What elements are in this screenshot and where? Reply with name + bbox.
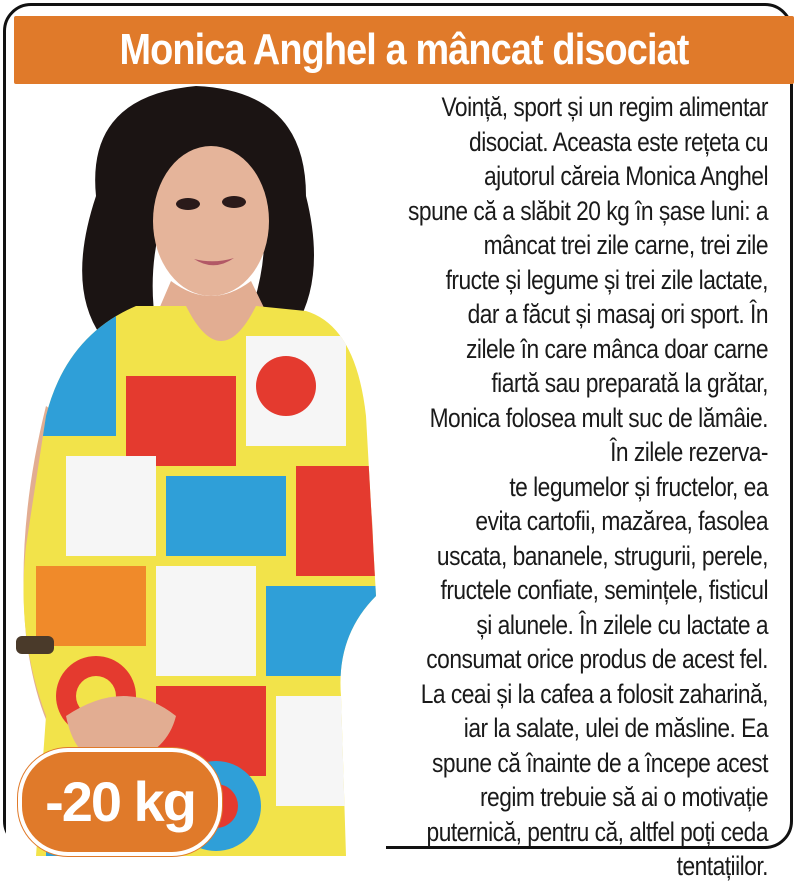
article-line: În zilele rezerva- [610, 437, 768, 467]
article-title: Monica Anghel a mâncat disociat [119, 25, 689, 74]
article-line: spune că înainte de a începe acest [432, 747, 768, 778]
article-line: puternică, pentru că, altfel poți ceda [426, 816, 768, 847]
article-line: regim trebuie să ai o motivație [479, 782, 768, 812]
article-line: consumat orice produs de acest fel. [426, 644, 768, 674]
article-line: Voință, sport și un regim alimentar [441, 92, 768, 122]
badge-text: -20 kg [45, 770, 195, 833]
article-line: și alunele. În zilele cu lactate a [476, 609, 768, 640]
weight-loss-badge [18, 748, 222, 856]
article-body [328, 90, 768, 884]
article-line: fructele confiate, semințele, fisticul [440, 575, 768, 605]
article-line: fructe și legume și trei zile lactate, [445, 264, 768, 295]
article-line: dar a făcut și masaj ori sport. În [467, 299, 768, 329]
article-line: iar la salate, ulei de măsline. Ea [463, 713, 768, 743]
title-banner [14, 16, 794, 84]
article-line: tentațiilor. [676, 851, 768, 881]
article-line: ajutorul căreia Monica Anghel [483, 161, 768, 191]
article-line: spune că a slăbit 20 kg în șase luni: a [408, 195, 768, 226]
article-line: Monica folosea mult suc de lămâie. [429, 402, 768, 433]
article-line: uscata, bananele, strugurii, perele, [436, 540, 768, 571]
article-frame [3, 3, 793, 881]
article-line: mâncat trei zile carne, trei zile [483, 230, 768, 260]
article-line: disociat. Aceasta este rețeta cu [469, 126, 768, 157]
article-line: zilele în care mânca doar carne [466, 333, 768, 364]
article-line: te legumelor și fructelor, ea [509, 471, 768, 502]
article-line: fiartă sau preparată la grătar, [491, 368, 768, 398]
article-line: La ceai și la cafea a folosit zaharină, [420, 678, 768, 709]
article-line: evita cartofii, mazărea, fasolea [475, 506, 768, 536]
